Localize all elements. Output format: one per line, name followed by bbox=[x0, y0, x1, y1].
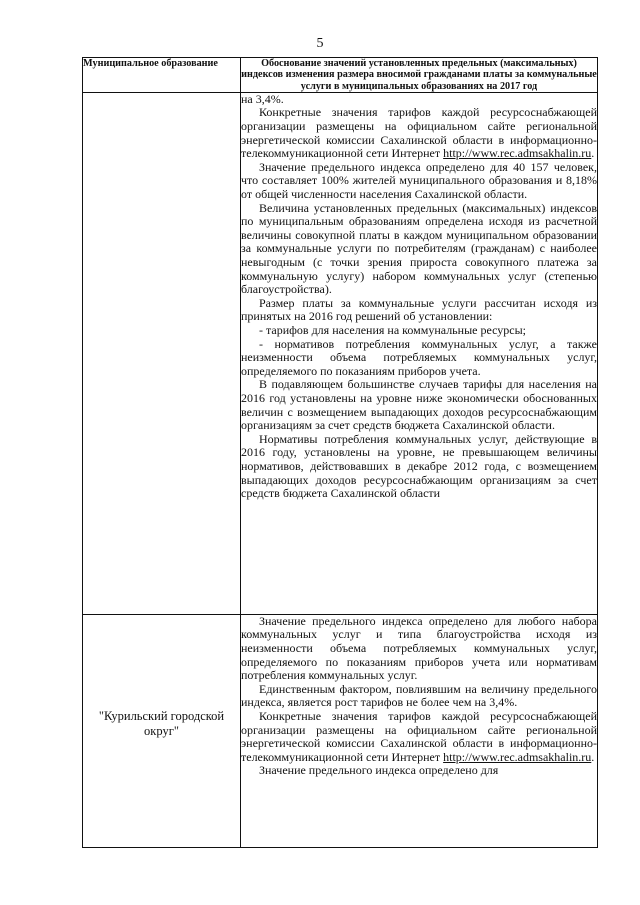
list-item: - тарифов для населения на коммунальные ресурсы; bbox=[259, 322, 526, 337]
paragraph: Единственным фактором, повлиявшим на величину предельного индекса, является рост тарифов не более чем на 3,4%. bbox=[241, 681, 597, 710]
municipality-name: "Курильский городской округ" bbox=[98, 708, 225, 738]
paragraph: на 3,4%. bbox=[241, 92, 284, 106]
paragraph: Размер платы за коммунальные услуги рассчитан исходя из принятых на 2016 год решений об установлении: bbox=[241, 295, 597, 324]
paragraph: В подавляющем большинстве случаев тарифы для населения на 2016 год установлены на уровне ниже экономически обоснованных величин с возмещением выпадающих доходов ресурсоснабжающим организациям за счет средств бюджета Сахалинской области. bbox=[241, 377, 597, 433]
page-number: 5 bbox=[316, 36, 324, 51]
table-row bbox=[83, 614, 598, 847]
list-item: - нормативов потребления коммунальных услуг, а также неизменности объема потребляемых коммунальных услуг, определяемого по показаниям приборов учета. bbox=[241, 336, 597, 378]
header-justification: Обоснование значений установленных предельных (максимальных) индексов изменения размера вносимой гражданами платы за коммунальные услуги в муниципальных образованиях на 2017 год bbox=[241, 58, 597, 92]
rec-website-link[interactable]: http://www.rec.admsakhalin.ru bbox=[443, 146, 592, 161]
paragraph: Конкретные значения тарифов каждой ресурсоснабжающей организации размещены на официальном сайте региональной энергетической комиссии Сахалинской области в информационно-телекоммуникационной сети Интернет http://www.rec.admsakhalin.ru. bbox=[241, 709, 597, 764]
paragraph: Конкретные значения тарифов каждой ресурсоснабжающей организации размещены на официальном сайте региональной энергетической комиссии Сахалинской области в информационно-телекоммуникационной сети Интернет http://www.rec.admsakhalin.ru. bbox=[241, 105, 597, 161]
justification-table bbox=[82, 57, 598, 848]
paragraph: Значение предельного индекса определено для bbox=[259, 763, 499, 778]
paragraph: Значение предельного индекса определено для любого набора коммунальных услуг и типа благоустройства исходя из неизменности объема потребляемых коммунальных услуг, определяемого по показаниям приборов учета или нормативам потребления коммунальных услуг. bbox=[241, 614, 597, 683]
paragraph: Величина установленных предельных (максимальных) индексов по муниципальным образованиям определена исходя из расчетной величины совокупной платы в каждом муниципальном образовании за коммунальные услуги по потребителям (гражданам) с наиболее невыгодным (с точки зрения прироста совокупного платежа за коммунальную услугу) набором коммунальных услуг (степенью благоустройства). bbox=[241, 200, 597, 297]
table-header-row bbox=[83, 58, 598, 93]
paragraph-text: Конкретные значения тарифов каждой ресурсоснабжающей организации размещены на официальном сайте региональной энергетической комиссии Сахалинской области в информационно-телекоммуникационной сети Интернет bbox=[241, 105, 597, 161]
paragraph-text: Конкретные значения тарифов каждой ресурсоснабжающей организации размещены на официальном сайте региональной энергетической комиссии Сахалинской области в информационно-телекоммуникационной сети Интернет bbox=[241, 709, 597, 764]
municipality-cell bbox=[83, 92, 241, 614]
header-municipality: Муниципальное образование bbox=[83, 58, 241, 93]
justification-cell bbox=[241, 614, 598, 847]
rec-website-link[interactable]: http://www.rec.admsakhalin.ru bbox=[443, 749, 592, 764]
municipality-cell bbox=[83, 614, 241, 847]
paragraph: Значение предельного индекса определено для 40 157 человек, что составляет 100% жителей муниципального образования и 8,18% от общей численности населения Сахалинской области. bbox=[241, 159, 597, 202]
paragraph: Нормативы потребления коммунальных услуг, действующие в 2016 году, установлены на уровне, не превышающем величины нормативов, действовавших в декабре 2012 года, с возмещением выпадающих доходов ресурсоснабжающим организациям за счет средств бюджета Сахалинской области bbox=[241, 431, 597, 501]
justification-cell bbox=[241, 92, 598, 614]
table-row bbox=[83, 92, 598, 614]
